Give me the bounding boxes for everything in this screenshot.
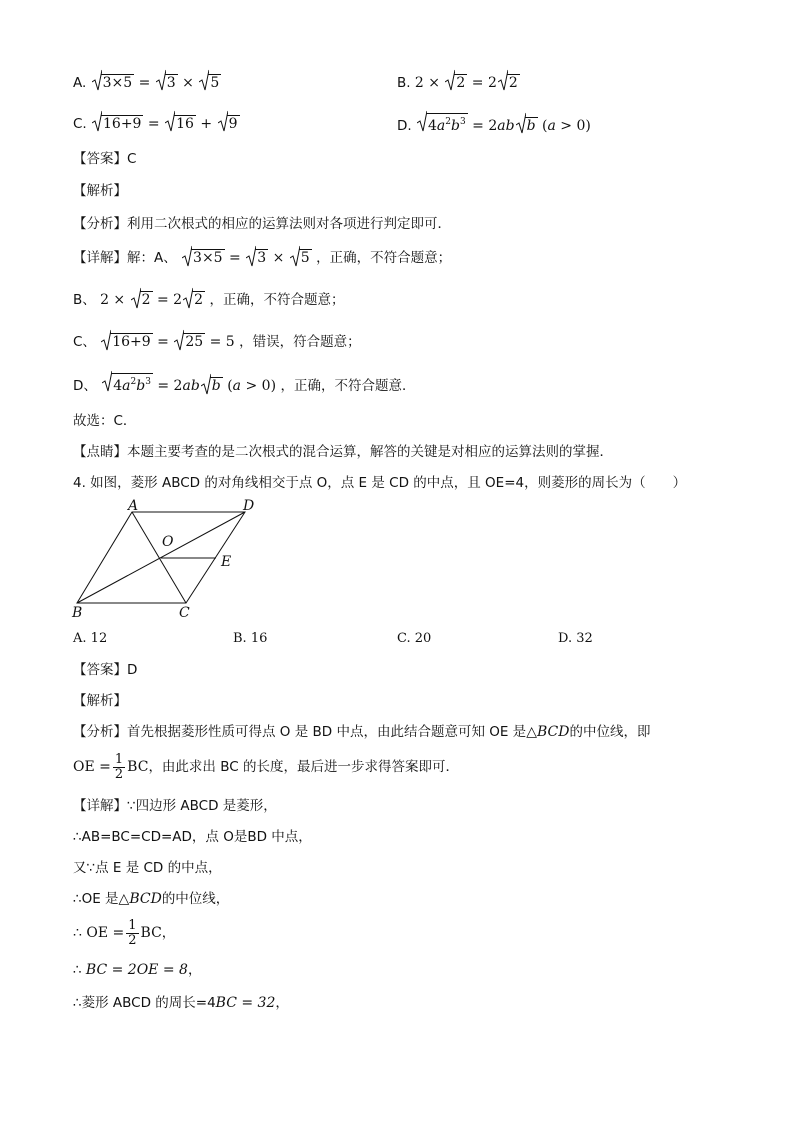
oe-eq-bc: BC [127, 759, 149, 775]
detail-c-math: 16+9 = 25 = 5 [100, 334, 239, 350]
q4-xiangjie-tag: 【详解】 [73, 798, 127, 814]
frac-num-2: 1 [128, 917, 137, 933]
q4-fenxi-tag: 【分析】 [73, 724, 127, 740]
q4-detail-2: ∴AB=BC=CD=AD，点 O是BD 中点， [73, 829, 312, 845]
q4-detail-5a: ∴ OE = [73, 925, 125, 941]
q4-detail-line-4 [73, 889, 229, 909]
oe-eq-left: OE = [73, 759, 111, 775]
fenxi-text: 利用二次根式的相应的运算法则对各项进行判定即可． [127, 216, 451, 232]
q4-detail-5b: ， [161, 925, 176, 941]
q4-analysis-tag: 【解析】 [73, 693, 127, 709]
label-c: C [179, 605, 190, 621]
q4-fenxi-line-2 [73, 752, 459, 782]
jie-text: 解：A、 [127, 250, 177, 266]
q4-option-d [558, 628, 593, 650]
q4-option-d-label: D. [558, 631, 573, 646]
q4-option-c [397, 628, 431, 650]
q3-detail-b-line [73, 290, 344, 310]
q4-fenxi-text-2: ，由此求出 BC 的长度，最后进一步求得答案即可． [148, 759, 459, 775]
q4-option-a [73, 628, 107, 650]
option-d-label: D. [397, 118, 412, 134]
q4-option-d-value: 32 [576, 631, 593, 646]
detail-d-math: $4a^2b^3 = 2ab$ b (a > 0) [101, 378, 280, 394]
option-b-row [397, 72, 520, 94]
detail-a-math: 3×5 = 3 × 5 [181, 250, 316, 266]
option-b-math: 2 × 2 = 2 2 [415, 75, 520, 91]
q3-fenxi-line [73, 214, 451, 234]
option-c-row [73, 113, 240, 135]
q3-analysis-tag: 【解析】 [73, 183, 127, 199]
q4-option-b-value: 16 [250, 631, 268, 646]
q4-answer-value: D [127, 662, 138, 678]
detail-d-prefix: D、 [73, 378, 97, 394]
label-a: A [128, 498, 139, 514]
q4-detail-7b: ， [275, 995, 289, 1011]
q4-option-a-label: A. [73, 631, 87, 646]
q4-detail-3: 又∵点 E 是 CD 的中点， [73, 860, 222, 876]
detail-b-end: ，正确，不符合题意； [209, 292, 345, 308]
q4-detail-6a: ∴ [73, 962, 86, 978]
answer-tag: 【答案】 [73, 151, 127, 167]
q4-answer-line [73, 660, 137, 680]
q4-fenxi-text-1: 首先根据菱形性质可得点 O 是 BD 中点，由此结合题意可知 OE 是 [127, 724, 527, 740]
q4-option-c-value: 20 [414, 631, 432, 646]
option-a-label: A. [73, 75, 87, 91]
q4-detail-6-math: BC = 2OE = 8 [85, 962, 188, 978]
q4-detail-7-math: BC = 32 [215, 995, 276, 1011]
q3-guxuan: 故选：C． [73, 413, 137, 429]
q4-detail-4a: ∴OE 是 [73, 891, 119, 907]
q4-detail-line-5 [73, 918, 175, 948]
detail-a-end: ，正确，不符合题意； [316, 250, 452, 266]
detail-b-math: 2 × 2 = 2 2 [100, 292, 209, 308]
frac-num: 1 [114, 751, 124, 767]
q3-detail-c-line [73, 332, 361, 352]
q3-detail-d-line [73, 373, 415, 396]
option-d-row [397, 113, 591, 137]
frac-den: 2 [114, 766, 124, 782]
detail-c-prefix: C、 [73, 334, 96, 350]
q4-option-c-label: C. [397, 631, 411, 646]
dianjing-text: 本题主要考查的是二次根式的混合运算，解答的关键是对相应的运算法则的掌握． [127, 444, 613, 460]
q4-detail-5-bc: BC [140, 925, 162, 941]
oe-equation [73, 751, 149, 782]
label-d: D [243, 498, 255, 514]
detail-d-end: ，正确，不符合题意． [280, 378, 416, 394]
detail-c-end: ，错误，符合题意； [239, 334, 361, 350]
option-a-math: 3×5 = 3 × 5 [91, 75, 222, 91]
label-e: E [221, 554, 232, 570]
q4-detail-1: ∵四边形 ABCD 是菱形， [127, 798, 277, 814]
q4-detail-7a: ∴菱形 ABCD 的周长=4 [73, 995, 216, 1011]
q4-stem: 4. 如图，菱形 ABCD 的对角线相交于点 O，点 E 是 CD 的中点，且 OE=4，则菱形的周长为（ ） [73, 475, 687, 491]
q4-option-b [233, 628, 267, 650]
q4-detail-line-1 [73, 796, 277, 816]
q4-detail-4b: 的中位线， [161, 891, 230, 907]
option-c-label: C. [73, 116, 87, 132]
label-o: O [162, 534, 174, 550]
option-c-math: 16+9 = 16 + 9 [91, 116, 239, 132]
frac-den-2: 2 [128, 932, 137, 948]
q3-dianjing-line [73, 442, 613, 462]
q4-detail-6b: ， [187, 962, 202, 978]
label-b: B [72, 605, 83, 621]
q4-answer-tag: 【答案】 [73, 662, 127, 678]
q3-answer-line [73, 149, 136, 169]
rhombus-figure [70, 497, 270, 622]
q4-option-a-value: 12 [90, 631, 108, 646]
q3-detail-a-line [73, 248, 451, 268]
triangle-bcd-2: △BCD [118, 891, 162, 907]
option-a-row [73, 72, 221, 94]
option-b-label: B. [397, 75, 411, 91]
dianjing-tag: 【点睛】 [73, 444, 127, 460]
q4-detail-line-7 [73, 993, 289, 1013]
triangle-bcd: △BCD [526, 724, 570, 740]
option-d-math: $4a^2b^3 = 2ab$ b (a > 0) [416, 118, 591, 134]
fenxi-tag: 【分析】 [73, 216, 127, 232]
q4-detail-line-6 [73, 960, 201, 980]
detail-b-prefix: B、 [73, 292, 96, 308]
q4-fenxi-line-1 [73, 722, 650, 742]
xiangjie-tag: 【详解】 [73, 250, 127, 266]
answer-value: C [127, 151, 137, 167]
q4-option-b-label: B. [233, 631, 247, 646]
q4-fenxi-text-1-end: 的中位线，即 [569, 724, 651, 740]
